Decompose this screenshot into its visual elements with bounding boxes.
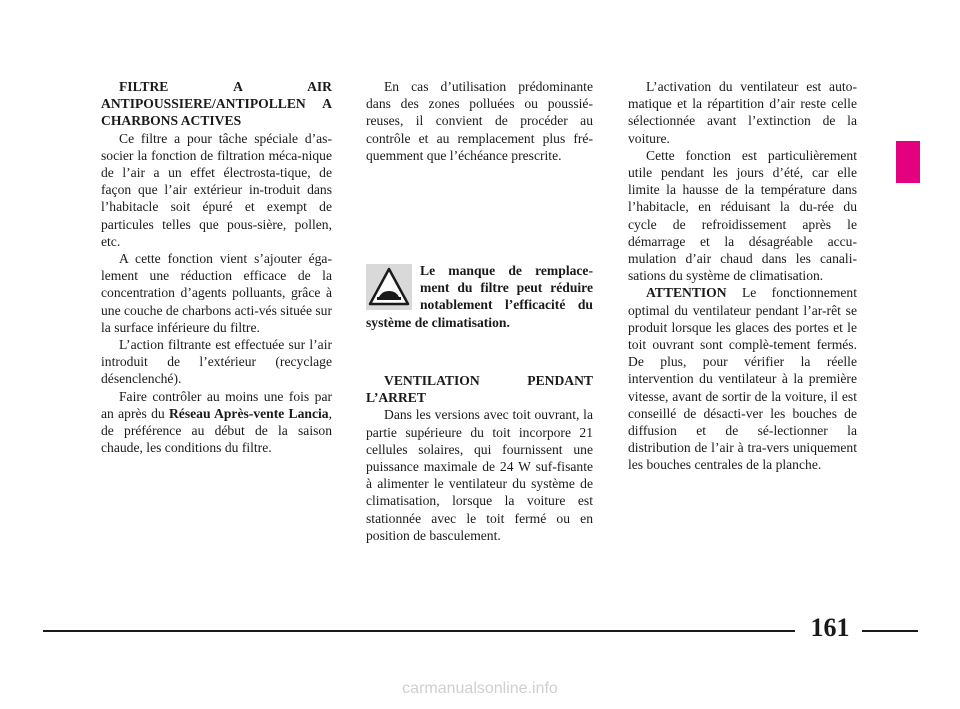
section-ventilation (366, 372, 593, 544)
warning-triangle-icon (366, 264, 412, 310)
service-network-name: Réseau Après-vente Lancia (168, 405, 329, 421)
footer-watermark: carmanualsonline.info (402, 680, 558, 697)
paragraph: Dans les versions avec toit ouvrant, la partie supérieure du toit incorpore 21 cellules solaires, qui fournissent une puissance maximale de 24 W suf-fisante à alimenter le ventilateur du système de climatisation, lorsque la voiture est stationnée avec le toit fermé ou en position de basculement. (366, 407, 593, 543)
section-heading-ventilation: VENTILATION PENDANT L’ARRET (366, 373, 593, 406)
column-2 (366, 78, 593, 164)
paragraph: L’action filtrante est effectuée sur l’air introduit de l’extérieur (recyclage désenclenché). (101, 337, 332, 387)
warning-note (366, 262, 593, 331)
column-3 (628, 78, 857, 474)
warning-text: Le manque de remplace-ment du filtre peut réduire notablement l’efficacité du système de climatisation. (366, 263, 593, 330)
attention-label: ATTENTION (646, 285, 727, 301)
column-1 (101, 78, 332, 456)
paragraph: L’activation du ventilateur est auto-matique et la répartition d’air reste celle sélectionnée avant l’extinction de la voiture. (628, 79, 857, 146)
section-heading-filter: FILTRE A AIR ANTIPOUSSIERE/ANTIPOLLEN A CHARBONS ACTIVES (101, 79, 332, 129)
paragraph: En cas d’utilisation prédominante dans des zones polluées ou poussié-reuses, il convient de procéder au contrôle et au remplacement plus fré-quemment que l’échéance prescrite. (366, 79, 593, 163)
paragraph: Cette fonction est particulièrement utile pendant les jours d’été, car elle limite la hausse de la température dans l’habitacle, en réduisant la du-rée du cycle de refroidissement après le démarrage et la désagréable accu-mulation d’air chaud dans les canali-sations du système de climatisation. (628, 147, 857, 284)
footer-rule-left (43, 630, 795, 632)
paragraph: A cette fonction vient s’ajouter éga-lement une réduction efficace de la concentration d’agents polluants, grâce à une couche de charbons acti-vés située sur la surface inférieure du filtre. (101, 251, 333, 335)
paragraph: Ce filtre a pour tâche spéciale d’as-socier la fonction de filtration méca-nique de l’air a un effet électrosta-tique, de façon que l’air extérieur in-troduit dans l’habitacle soit épuré et exempt de particules telles que pous-sière, pollen, etc. (101, 130, 332, 249)
paragraph-text: Faire contrôler au moins une fois par an après du (101, 388, 332, 421)
chapter-tab (896, 141, 920, 183)
paragraph (101, 388, 332, 457)
paragraph-text: Le fonctionnement optimal du ventilateur pendant l’ar-rêt se produit lorsque les glaces des portes et le toit ouvrant sont complè-tement fermés. De plus, pour vérifier la réelle intervention du ventilateur à la première vitesse, avant de sortir de la voiture, il est conseillé de désacti-ver les bouches de diffusion et de sé-lectionner la distribution de l’air à tra-vers uniquement les bouches centrales de la planche. (628, 285, 857, 473)
page-number: 161 (810, 613, 850, 642)
paragraph-text: , de préférence au début de la saison chaude, les conditions du filtre. (101, 405, 332, 456)
paragraph (628, 284, 857, 473)
footer-rule-right (862, 630, 918, 632)
